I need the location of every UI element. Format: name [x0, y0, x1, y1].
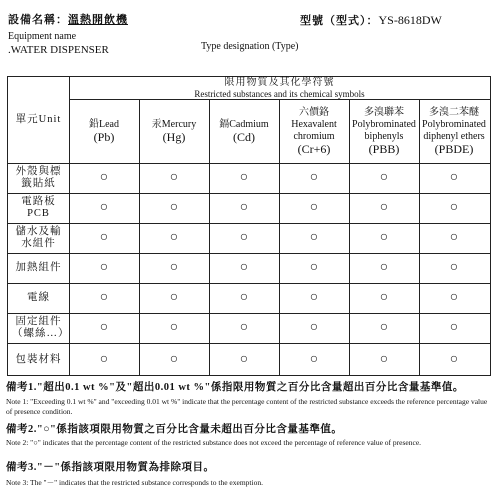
mark-cell: ○: [239, 260, 249, 275]
mark-cell: ○: [99, 352, 109, 367]
note-1-en: Note 1: "Exceeding 0.1 wt %" and "exceeding 0.01 wt %" indicate that the percentage content of the restricted substance exceeds the reference percentage value of presence condition.: [6, 397, 488, 416]
equipment-name-zh: 溫熱開飲機: [68, 14, 128, 26]
unit-cell: 外殼與標籤貼紙: [15, 166, 62, 189]
mark-cell: ○: [449, 352, 459, 367]
mark-cell: ○: [169, 352, 179, 367]
substance-symbol: (Cd): [233, 130, 255, 144]
mark-cell: ○: [239, 290, 249, 305]
mark-cell: ○: [169, 230, 179, 245]
substance-name: 鎘Cadmium: [219, 119, 269, 130]
substance-name: 六價鉻 Hexavalent chromium: [291, 107, 337, 142]
mark-cell: ○: [239, 352, 249, 367]
mark-cell: ○: [449, 290, 459, 305]
mark-cell: ○: [379, 200, 389, 215]
mark-cell: ○: [379, 320, 389, 335]
mark-cell: ○: [449, 260, 459, 275]
restricted-substances-header-en: Restricted substances and its chemical symbols: [194, 89, 365, 99]
substance-symbol: (Cr+6): [297, 142, 331, 156]
mark-cell: ○: [379, 290, 389, 305]
mark-cell: ○: [169, 320, 179, 335]
substance-header: [139, 99, 209, 163]
mark-cell: ○: [169, 170, 179, 185]
model-label-en: Type designation (Type): [201, 41, 299, 52]
mark-cell: ○: [169, 260, 179, 275]
substance-name: 多溴二苯醚 Polybrominated diphenyl ethers: [422, 107, 486, 142]
mark-cell: ○: [379, 352, 389, 367]
substance-header: [419, 99, 489, 163]
mark-cell: ○: [309, 352, 319, 367]
unit-cell: 電線: [27, 292, 50, 303]
substance-name: 汞Mercury: [151, 119, 197, 130]
unit-header: 單元Unit: [15, 114, 62, 125]
substance-symbol: (PBB): [368, 142, 400, 156]
mark-cell: ○: [239, 200, 249, 215]
substance-symbol: (Hg): [162, 130, 186, 144]
mark-cell: ○: [449, 170, 459, 185]
substance-header: [279, 99, 349, 163]
substance-header: [209, 99, 279, 163]
mark-cell: ○: [449, 320, 459, 335]
mark-cell: ○: [239, 320, 249, 335]
mark-cell: ○: [239, 170, 249, 185]
unit-cell: 加熱組件: [15, 262, 62, 273]
mark-cell: ○: [449, 200, 459, 215]
mark-cell: ○: [99, 230, 109, 245]
mark-cell: ○: [99, 260, 109, 275]
mark-cell: ○: [99, 200, 109, 215]
substance-header: [349, 99, 419, 163]
mark-cell: ○: [379, 170, 389, 185]
model-label-zh-text: 型號（型式）：: [300, 15, 379, 27]
equipment-name-en-text: . WATER DISPENSER: [8, 44, 109, 56]
substance-symbol: (PBDE): [434, 142, 474, 156]
restricted-substances-header-zh: 限用物質及其化學符號: [224, 77, 335, 88]
mark-cell: ○: [449, 230, 459, 245]
equipment-label-zh-text: 設備名稱：: [8, 14, 68, 26]
mark-cell: ○: [309, 260, 319, 275]
substance-name: 鉛Lead: [89, 119, 119, 130]
mark-cell: ○: [379, 260, 389, 275]
note-1-zh: 備考1."超出0.1 wt %"及"超出0.01 wt %"係指限用物質之百分比含量超出百分比含量基準值。: [6, 382, 464, 393]
substance-header: [69, 99, 139, 163]
equipment-name-en: [8, 44, 109, 57]
substance-symbol: (Pb): [93, 130, 115, 144]
unit-cell: 儲水及輸水組件: [15, 226, 62, 249]
substance-table: [7, 76, 491, 376]
model-label-zh: [300, 14, 442, 28]
mark-cell: ○: [169, 290, 179, 305]
mark-cell: ○: [99, 320, 109, 335]
mark-cell: ○: [379, 230, 389, 245]
mark-cell: ○: [99, 290, 109, 305]
unit-cell: 電路板PCB: [21, 196, 56, 219]
substance-name: 多溴聯苯 Polybrominated biphenyls: [352, 107, 416, 142]
mark-cell: ○: [309, 170, 319, 185]
equipment-label-zh: [8, 14, 128, 27]
note-3-zh: 備考3."－"係指該項限用物質為排除項目。: [6, 462, 215, 473]
mark-cell: ○: [169, 200, 179, 215]
mark-cell: ○: [239, 230, 249, 245]
equipment-label-en: Equipment name: [8, 31, 77, 42]
note-2-en: Note 2: "○" indicates that the percentage content of the restricted substance does not exceed the percentage of reference value of presence.: [6, 438, 422, 447]
note-2-zh: 備考2."○"係指該項限用物質之百分比含量未超出百分比含量基準值。: [6, 424, 343, 435]
mark-cell: ○: [309, 200, 319, 215]
mark-cell: ○: [309, 230, 319, 245]
mark-cell: ○: [309, 290, 319, 305]
unit-cell: 固定組件（螺絲…）: [12, 316, 70, 339]
model-value: YS-8618DW: [378, 13, 442, 27]
mark-cell: ○: [309, 320, 319, 335]
restricted-substances-header: [69, 77, 490, 99]
note-3-en: Note 3: The "－" indicates that the restricted substance corresponds to the exemption.: [6, 478, 263, 487]
unit-cell: 包裝材料: [15, 354, 62, 365]
mark-cell: ○: [99, 170, 109, 185]
